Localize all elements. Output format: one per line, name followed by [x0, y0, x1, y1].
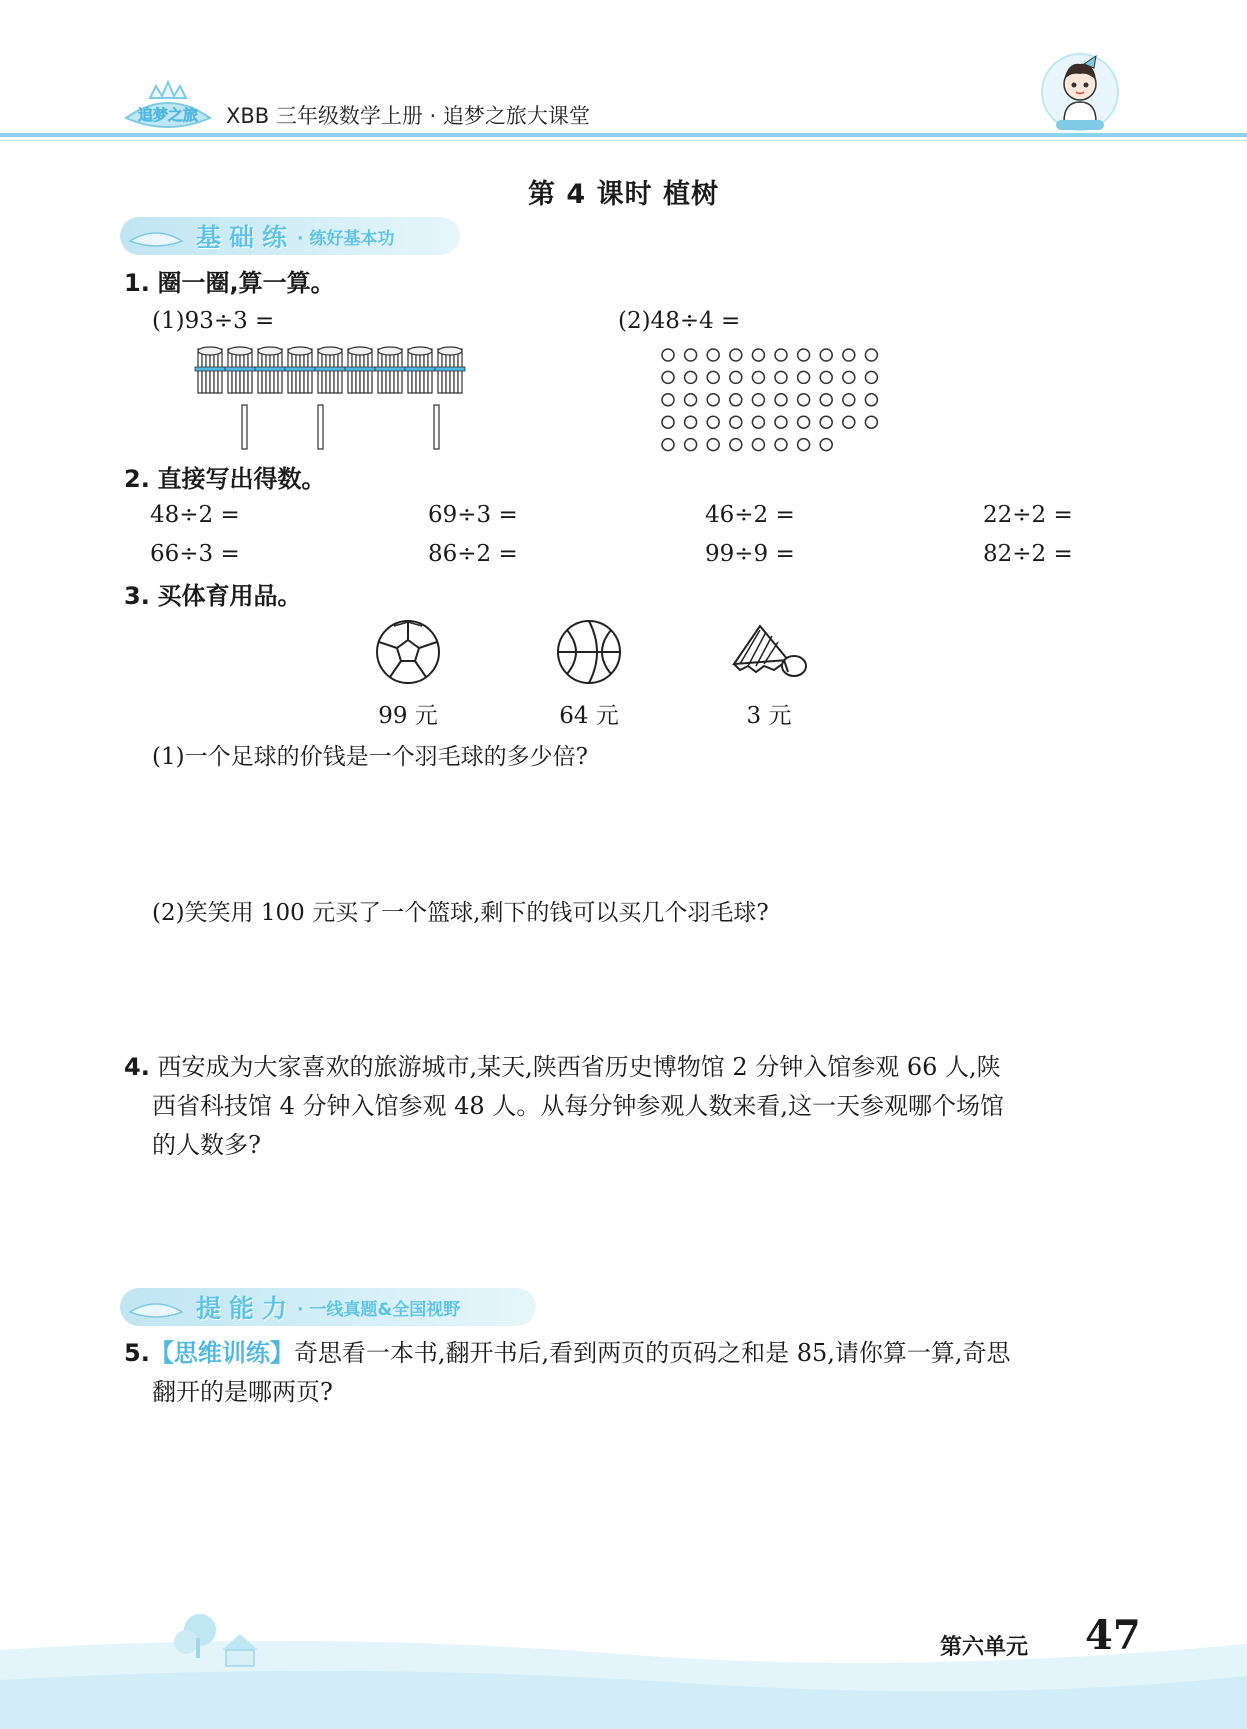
header-title: XBB 三年级数学上册 · 追梦之旅大课堂 [226, 104, 590, 128]
mascot-icon [1040, 50, 1120, 136]
banner-logo-icon [128, 1294, 184, 1320]
question-3-heading [124, 577, 301, 616]
dot [820, 371, 832, 383]
dot [707, 416, 719, 428]
dot [865, 349, 877, 361]
dot [843, 349, 855, 361]
dot [865, 371, 877, 383]
stick-bundle [405, 347, 435, 393]
stick-bundle [375, 347, 405, 393]
stick-bundle [315, 347, 345, 393]
stick-bundle [345, 347, 375, 393]
stick-bundle [255, 347, 285, 393]
dot [775, 439, 787, 451]
dot [685, 371, 697, 383]
question-3-sub-2: (2)笑笑用 100 元买了一个篮球,剩下的钱可以买几个羽毛球? [152, 900, 769, 926]
calc-item: 66÷3 = [150, 541, 240, 567]
question-text-line: 西省科技馆 4 分钟入馆参观 48 人。从每分钟参观人数来看,这一天参观哪个场馆 [152, 1092, 1004, 1120]
soccer-ball-icon [374, 618, 442, 686]
dot [820, 394, 832, 406]
dot [820, 416, 832, 428]
stick-bundle [225, 347, 255, 393]
calc-item: 22÷2 = [983, 502, 1073, 528]
header-divider-thin [0, 140, 1247, 141]
price-label: 3 元 [746, 703, 792, 729]
dot [798, 394, 810, 406]
question-1-part-2: (2)48÷4 = [618, 308, 741, 334]
logo-text: 追梦之旅 [137, 106, 199, 124]
logo-icon [120, 78, 216, 138]
dot [707, 349, 719, 361]
dots-figure [660, 345, 890, 457]
lesson-title: 第 4 课时 植树 [528, 179, 719, 210]
footer-wave [0, 1610, 1247, 1729]
dot [798, 416, 810, 428]
dot [662, 371, 674, 383]
question-5 [124, 1334, 1164, 1412]
question-number: 2. [124, 465, 150, 493]
dot [843, 371, 855, 383]
dot [730, 416, 742, 428]
section-banner-basic [120, 217, 460, 255]
section-title: 基础练 [196, 223, 296, 252]
question-1-heading [124, 264, 335, 303]
question-title: 圈一圈,算一算。 [157, 269, 335, 297]
question-number: 5. [124, 1339, 150, 1367]
basketball-icon [555, 618, 623, 686]
shuttlecock-icon [730, 620, 812, 684]
dot [752, 439, 764, 451]
banner-logo-icon [128, 223, 184, 249]
calc-item: 82÷2 = [983, 541, 1073, 567]
question-2-heading [124, 460, 325, 499]
dot [775, 371, 787, 383]
dot [685, 349, 697, 361]
single-stick [434, 405, 439, 449]
dot [775, 416, 787, 428]
question-text-line: 西安成为大家喜欢的旅游城市,某天,陕西省历史博物馆 2 分钟入馆参观 66 人,陕 [157, 1053, 1001, 1081]
section-banner-advanced [120, 1288, 536, 1326]
stick-bundles-figure [190, 345, 490, 453]
calc-item: 86÷2 = [428, 541, 518, 567]
thinking-tag: 【思维训练】 [149, 1339, 294, 1367]
question-number: 4. [124, 1053, 150, 1081]
dot [798, 439, 810, 451]
dot [865, 416, 877, 428]
dot [820, 439, 832, 451]
dot [843, 394, 855, 406]
calc-item: 99÷9 = [705, 541, 795, 567]
dot [798, 349, 810, 361]
dot [707, 394, 719, 406]
dot [820, 349, 832, 361]
stick-bundle [195, 347, 225, 393]
page-number: 47 [1085, 1612, 1141, 1659]
footer-unit: 第六单元 [940, 1635, 1029, 1660]
question-text-line: 奇思看一本书,翻开书后,看到两页的页码之和是 85,请你算一算,奇思 [293, 1339, 1011, 1367]
dot [843, 416, 855, 428]
calc-item: 69÷3 = [428, 502, 518, 528]
dot [865, 394, 877, 406]
section-title: 提能力 [196, 1294, 296, 1323]
question-4 [124, 1048, 1164, 1165]
question-1-part-1: (1)93÷3 = [152, 308, 275, 334]
single-stick [242, 405, 247, 449]
calc-item: 46÷2 = [705, 502, 795, 528]
dot [730, 349, 742, 361]
dot [730, 371, 742, 383]
dot [730, 439, 742, 451]
question-number: 3. [124, 582, 150, 610]
price-label: 64 元 [559, 703, 619, 729]
question-title: 直接写出得数。 [157, 465, 326, 493]
question-text-line: 翻开的是哪两页? [152, 1378, 333, 1406]
question-text-line: 的人数多? [152, 1131, 261, 1159]
dot [752, 416, 764, 428]
dot [662, 394, 674, 406]
dot [707, 439, 719, 451]
dot [685, 394, 697, 406]
dot [752, 349, 764, 361]
calc-item: 48÷2 = [150, 502, 240, 528]
question-number: 1. [124, 269, 150, 297]
question-3-sub-1: (1)一个足球的价钱是一个羽毛球的多少倍? [152, 744, 588, 770]
section-subtitle: · 一线真题&全国视野 [297, 1299, 461, 1320]
dot [775, 349, 787, 361]
section-subtitle: · 练好基本功 [297, 228, 395, 249]
price-label: 99 元 [378, 703, 438, 729]
dot [730, 394, 742, 406]
stick-bundle [435, 347, 465, 393]
dot [662, 416, 674, 428]
dot [752, 394, 764, 406]
dot [798, 371, 810, 383]
dot [775, 394, 787, 406]
dot [662, 349, 674, 361]
dot [685, 416, 697, 428]
dot [662, 439, 674, 451]
dot [707, 371, 719, 383]
stick-bundle [285, 347, 315, 393]
dot [685, 439, 697, 451]
dot [752, 371, 764, 383]
single-stick [318, 405, 323, 449]
question-title: 买体育用品。 [157, 582, 302, 610]
header-divider [0, 133, 1247, 137]
